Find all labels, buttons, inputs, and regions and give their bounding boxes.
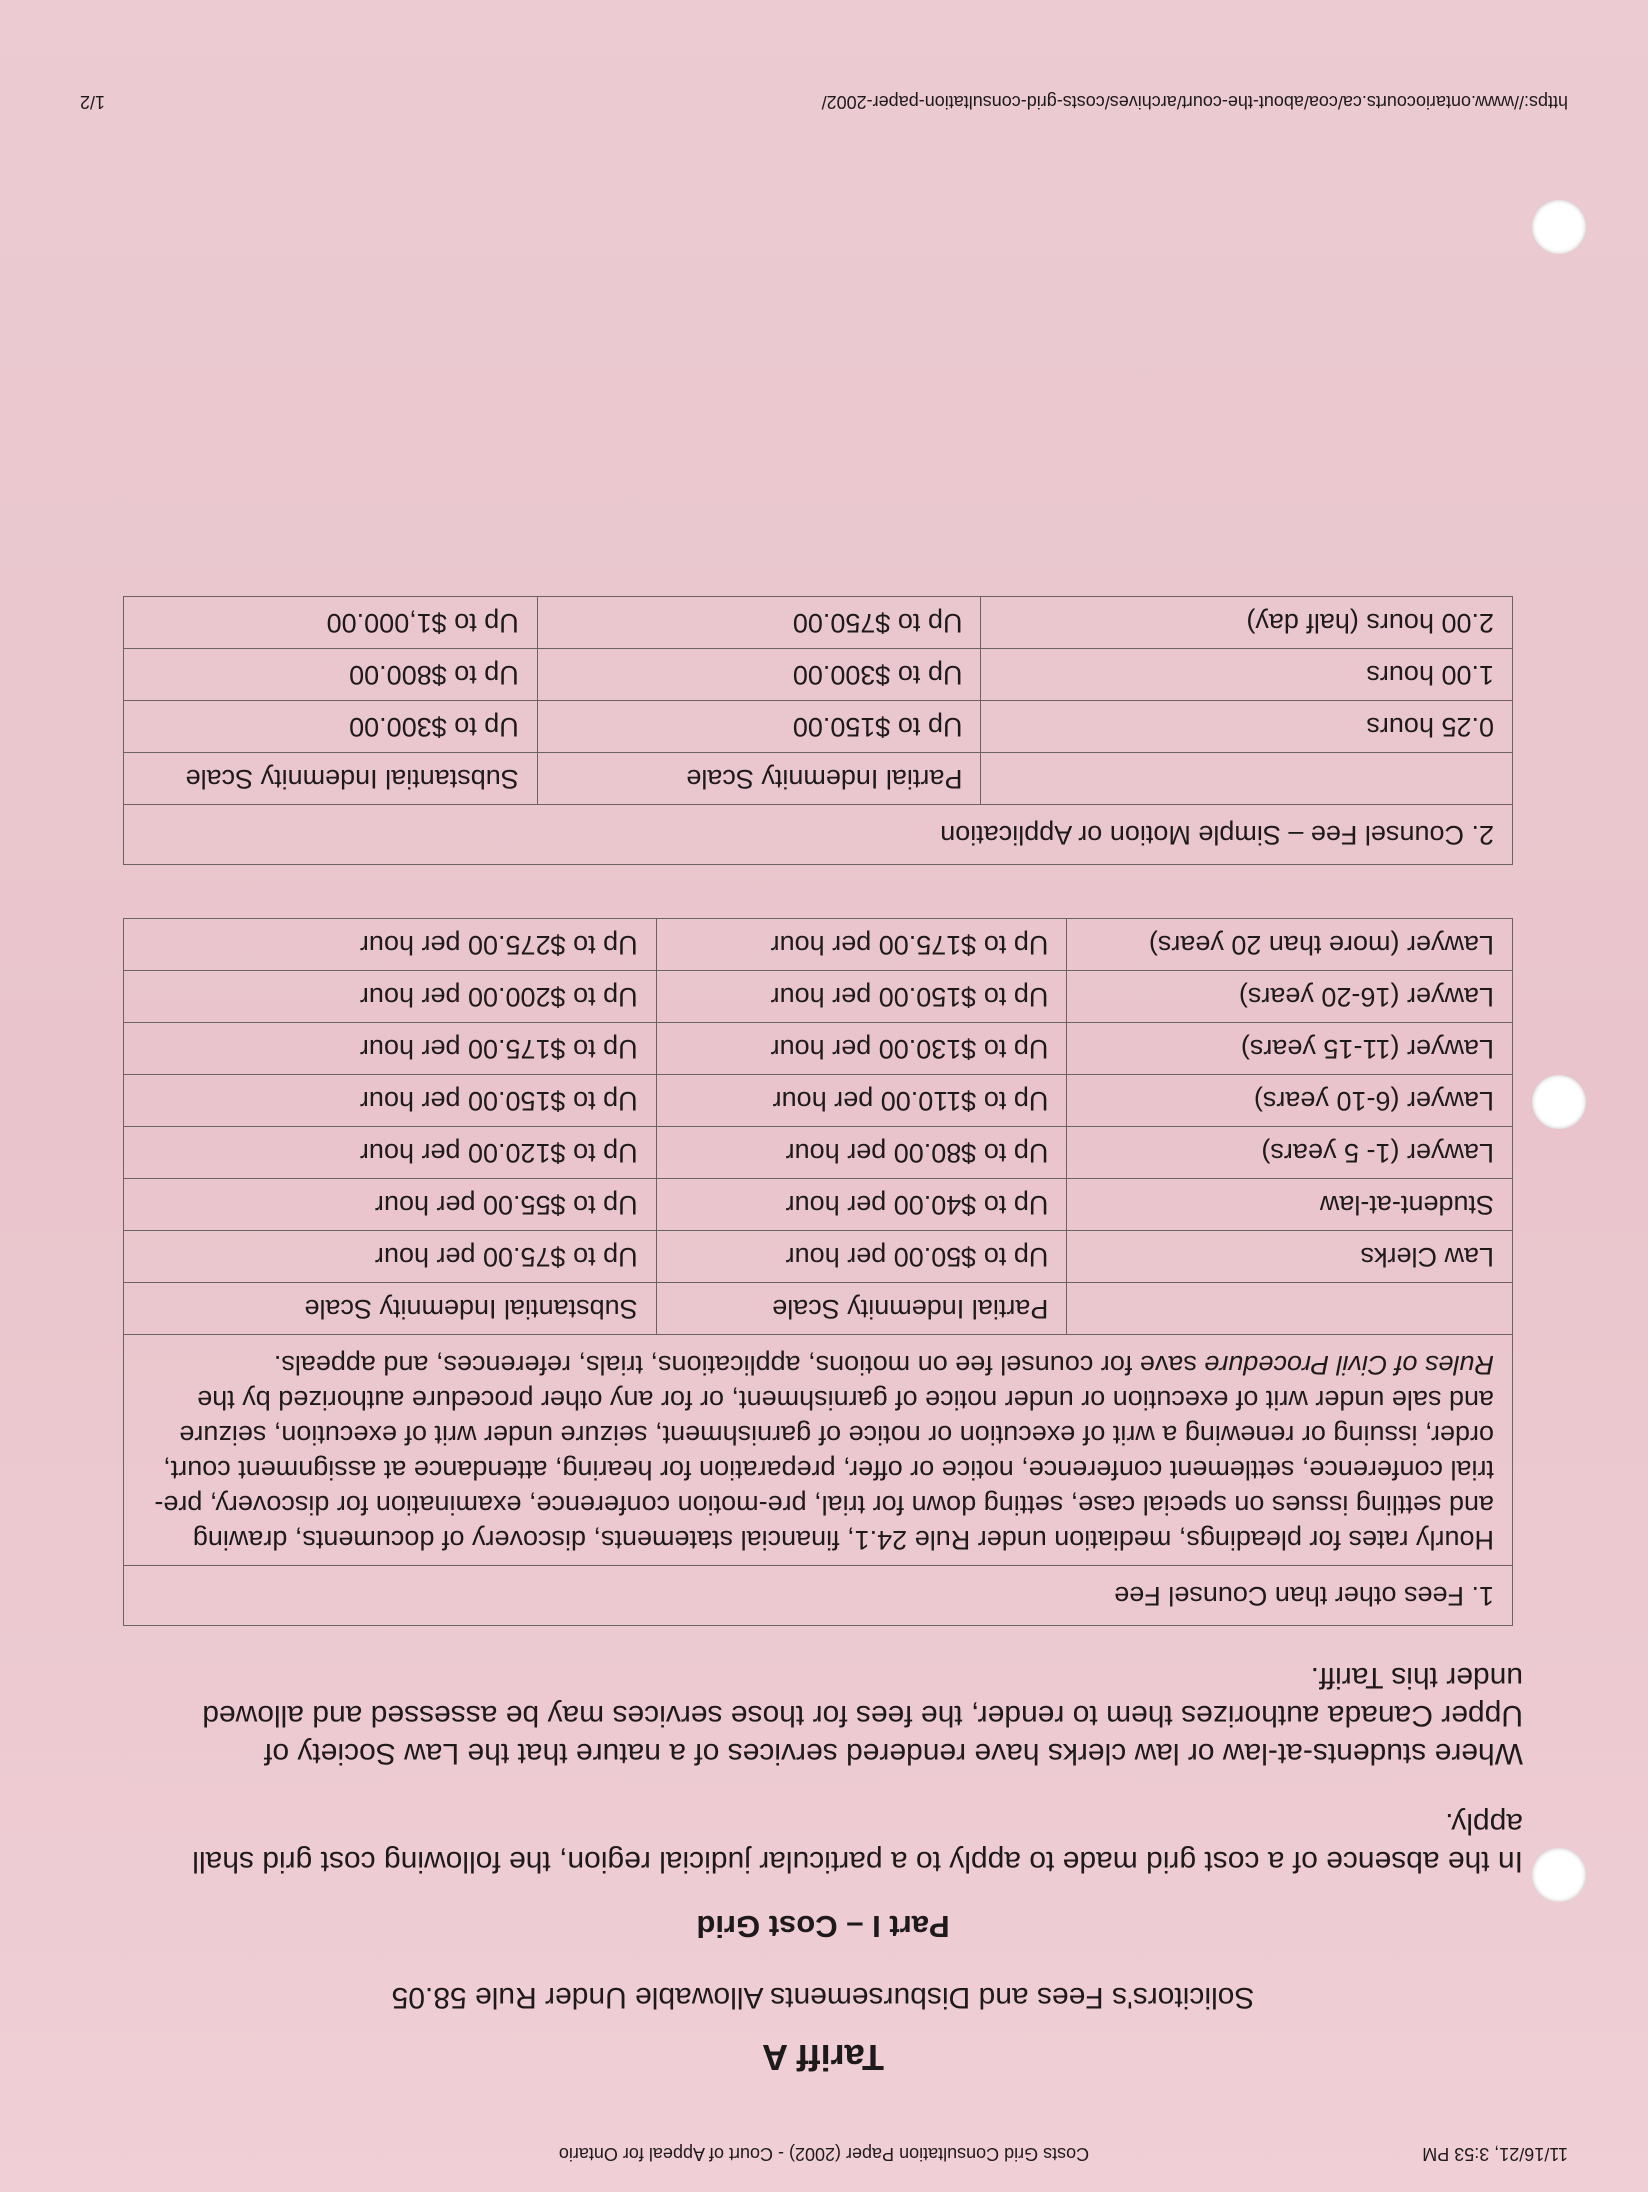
table-cell: Lawyer (11-15 years) — [1067, 1023, 1513, 1075]
document-title: Tariff A — [762, 2037, 884, 2078]
table-cell: Up to $150.00 — [537, 701, 981, 753]
column-header: Substantial Indemnity Scale — [124, 753, 538, 805]
table-cell: Lawyer (16-20 years) — [1067, 971, 1513, 1023]
part-title: Part I – Cost Grid — [696, 1909, 950, 1944]
table-cell: Up to $1,000.00 — [124, 597, 538, 649]
table-cell: Lawyer (6-10 years) — [1067, 1075, 1513, 1127]
print-datetime: 11/16/21, 3:53 PM — [1422, 2144, 1568, 2164]
section1-heading: 1. Fees other than Counsel Fee — [124, 1566, 1513, 1626]
table-cell: Up to $40.00 per hour — [656, 1179, 1067, 1231]
column-header — [1067, 1283, 1513, 1335]
table-cell: Law Clerks — [1067, 1231, 1513, 1283]
table-cell: Up to $150.00 per hour — [656, 971, 1067, 1023]
document-body — [123, 596, 1523, 2112]
table-cell: Up to $800.00 — [124, 649, 538, 701]
table-row — [124, 1179, 1513, 1231]
table-cell: 2.00 hours (half day) — [981, 597, 1513, 649]
table-cell: Up to $75.00 per hour — [124, 1231, 657, 1283]
table-cell: Lawyer (1- 5 years) — [1067, 1127, 1513, 1179]
table-cell: Up to $275.00 per hour — [124, 919, 657, 971]
table-row — [124, 701, 1513, 753]
table-cell: Up to $55.00 per hour — [124, 1179, 657, 1231]
table-cell: Up to $80.00 per hour — [656, 1127, 1067, 1179]
table-cell: Up to $175.00 per hour — [124, 1023, 657, 1075]
table-row — [124, 597, 1513, 649]
table-cell: Up to $50.00 per hour — [656, 1231, 1067, 1283]
column-header: Substantial Indemnity Scale — [124, 1283, 657, 1335]
table-row — [124, 919, 1513, 971]
table-row — [124, 649, 1513, 701]
table-header-row — [124, 753, 1513, 805]
table-row — [124, 1023, 1513, 1075]
table-row — [124, 1127, 1513, 1179]
print-page-number: 1/2 — [80, 92, 106, 112]
table-cell: Up to $300.00 — [124, 701, 538, 753]
section1-description: Hourly rates for pleadings, mediation under Rule 24.1, financial statements, discovery of documents, drawing and settling issues on special case, setting down for trial, pre-motion conference, examination for discovery, pre-trial conference, settlement conference, notice or offer, preparation for hearing, attendance at assignment court, order, issuing or renewing a writ of execution or notice of garnishment, seizure under writ of execution, seizure and sale under writ of execution or under notice of garnishment, or for any other procedure authorized by the Rules of Civil Procedure save for counsel fee on motions, applications, trials, references, and appeals. — [124, 1335, 1513, 1566]
table-cell: Up to $150.00 per hour — [124, 1075, 657, 1127]
print-footer — [80, 91, 1568, 112]
table-row — [124, 971, 1513, 1023]
table-cell: Student-at-law — [1067, 1179, 1513, 1231]
document-subtitle: Solicitors's Fees and Disbursements Allowable Under Rule 58.05 — [391, 1981, 1255, 2014]
students-paragraph: Where students-at-law or law clerks have rendered services of a nature that the Law Society of Upper Canada authorizes them to render, the fees for those services may be assessed and allowed under this Tariff. — [202, 1661, 1523, 1770]
counsel-fee-table — [123, 596, 1513, 865]
print-page-title: Costs Grid Consultation Paper (2002) - Court of Appeal for Ontario — [558, 2144, 1090, 2164]
table-cell: Up to $175.00 per hour — [656, 919, 1067, 971]
section2-heading: 2. Counsel Fee – Simple Motion or Application — [124, 805, 1513, 865]
print-header — [80, 2143, 1568, 2164]
table-cell: Up to $750.00 — [537, 597, 981, 649]
fees-other-than-counsel-table — [123, 918, 1513, 1626]
table-cell: 0.25 hours — [981, 701, 1513, 753]
punch-hole — [1532, 1075, 1586, 1129]
table-cell: Up to $130.00 per hour — [656, 1023, 1067, 1075]
table-cell: Up to $200.00 per hour — [124, 971, 657, 1023]
table-cell: 1.00 hours — [981, 649, 1513, 701]
print-url: https://www.ontariocourts.ca/coa/about-the-court/archives/costs-grid-consultation-paper-2002/ — [821, 92, 1568, 112]
punch-hole — [1532, 200, 1586, 254]
punch-hole — [1532, 1848, 1586, 1902]
table-cell: Up to $120.00 per hour — [124, 1127, 657, 1179]
table-cell: Up to $110.00 per hour — [656, 1075, 1067, 1127]
table-cell: Lawyer (more than 20 years) — [1067, 919, 1513, 971]
intro-paragraph: In the absence of a cost grid made to apply to a particular judicial region, the following cost grid shall apply. — [192, 1807, 1523, 1878]
column-header — [981, 753, 1513, 805]
table-cell: Up to $300.00 — [537, 649, 981, 701]
table-row — [124, 1231, 1513, 1283]
table-header-row — [124, 1283, 1513, 1335]
column-header: Partial Indemnity Scale — [656, 1283, 1067, 1335]
table-row — [124, 1075, 1513, 1127]
column-header: Partial Indemnity Scale — [537, 753, 981, 805]
